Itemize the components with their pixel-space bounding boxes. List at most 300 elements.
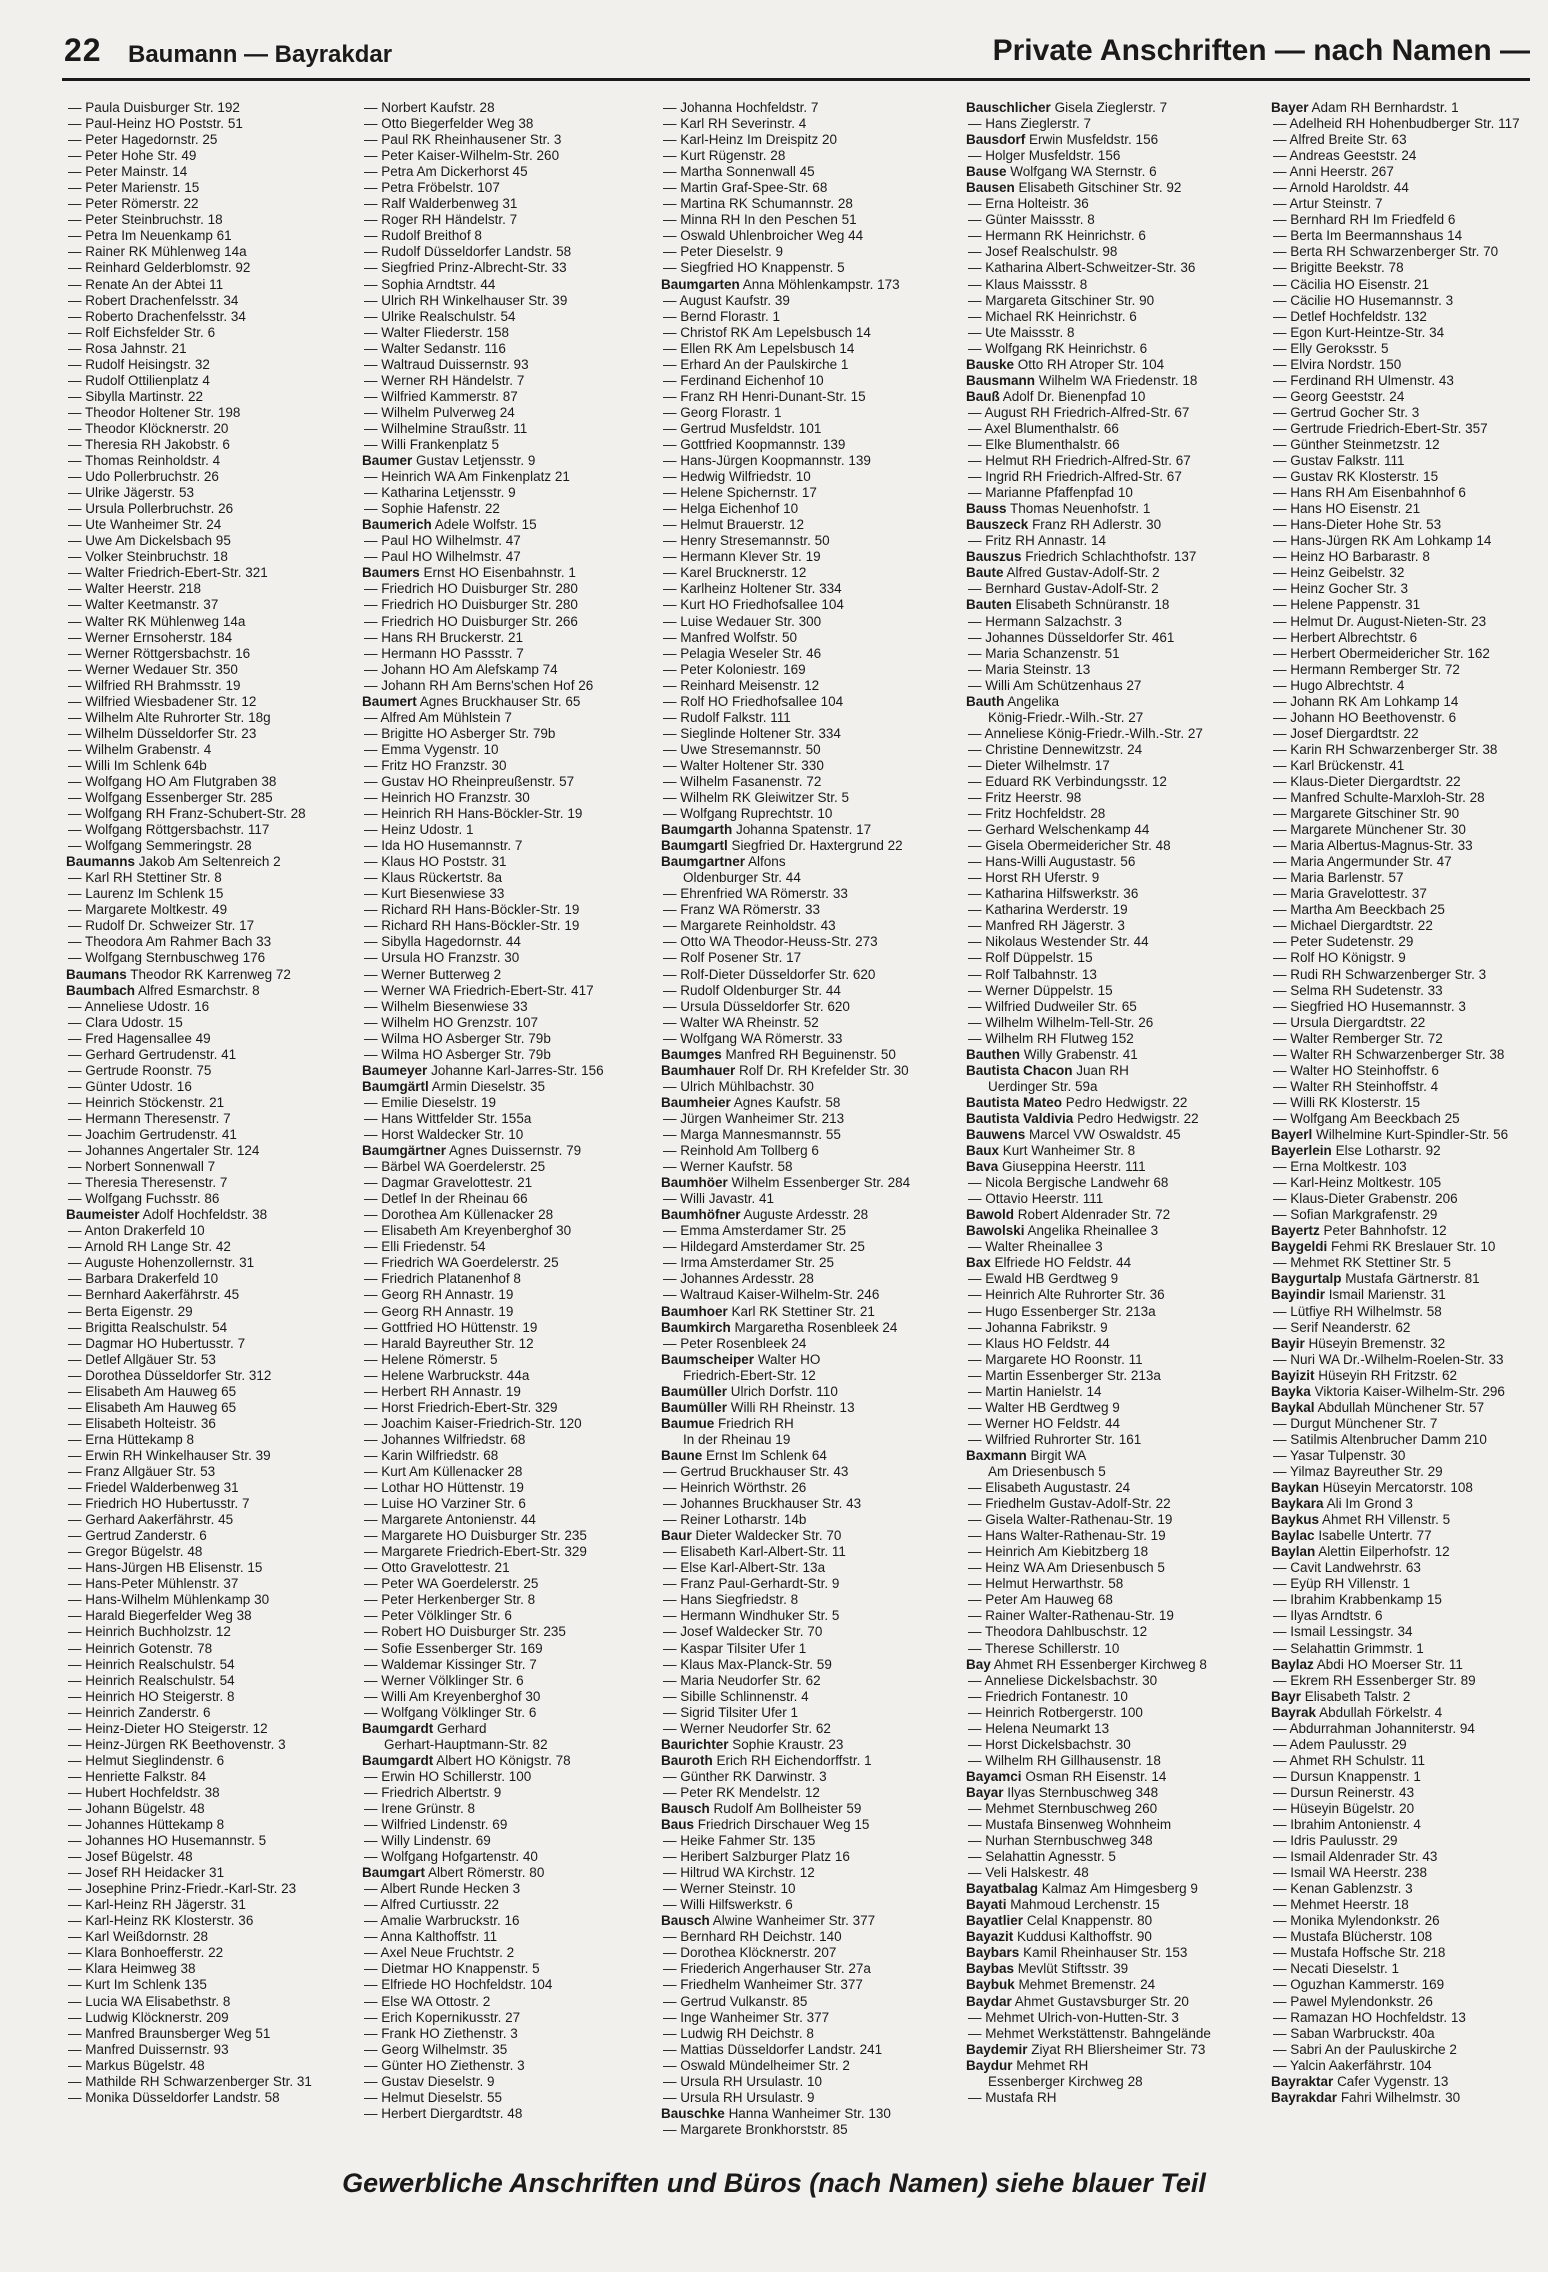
surname: Baumgardt — [362, 1720, 434, 1736]
sub-entry: — Friedrich Albertstr. 9 — [364, 1784, 502, 1800]
entry-details: Alfons — [748, 854, 786, 870]
sub-entry: — Elli Friedenstr. 54 — [364, 1239, 486, 1255]
entry-continuation: Am Driesenbusch 5 — [988, 1463, 1106, 1479]
sub-entry: — Emma Amsterdamer Str. 25 — [663, 1223, 847, 1239]
sub-entry-text: Margarete Gitschiner Str. 90 — [1290, 806, 1460, 822]
sub-entry-text: Wolfgang HO Am Flutgraben 38 — [85, 773, 277, 789]
entry-details: Wilhelm WA Friedenstr. 18 — [1038, 372, 1198, 388]
sub-entry: — Peter Mainstr. 14 — [68, 164, 188, 180]
sub-entry-text: Willi Am Kreyenberghof 30 — [381, 1688, 541, 1704]
sub-entry-text: Sabri An der Pauluskirche 2 — [1290, 2041, 1457, 2057]
surname-entry — [1269, 1223, 1548, 1239]
sub-entry: — Wilhelm RK Gleiwitzer Str. 5 — [663, 790, 850, 806]
sub-entry-text: Johann RH Am Berns'schen Hof 26 — [381, 677, 594, 693]
sub-entry-text: Johann HO Am Alefskamp 74 — [381, 661, 558, 677]
surname-entry — [964, 100, 1254, 116]
sub-entry-text: Heribert Salzburger Platz 16 — [680, 1849, 850, 1865]
sub-entry: — Reiner Lotharstr. 14b — [663, 1512, 807, 1528]
sub-entry-text: Friedrich HO Duisburger Str. 266 — [381, 613, 578, 629]
sub-entry: — Peter Hohe Str. 49 — [68, 148, 197, 164]
sub-entry: — Heinz WA Am Driesenbusch 5 — [968, 1560, 1165, 1576]
entry-details: Mehmet RH — [1016, 2057, 1089, 2073]
sub-entry: — Walter RH Steinhoffstr. 4 — [1273, 1078, 1439, 1094]
sub-entry-text: Klaus HO Poststr. 31 — [381, 854, 507, 870]
directory-columns — [64, 100, 1530, 2146]
sub-entry-text: Rolf Talbahnstr. 13 — [985, 966, 1097, 982]
surname-entry — [360, 1079, 650, 1095]
sub-entry-text: Dursun Knappenstr. 1 — [1290, 1768, 1421, 1784]
sub-entry-text: Hans-Wilhelm Mühlenkamp 30 — [85, 1592, 270, 1608]
sub-entry: — Walter HB Gerdtweg 9 — [968, 1399, 1120, 1415]
entry-details: Cafer Vygenstr. 13 — [1337, 2073, 1449, 2089]
sub-entry: — Oguzhan Kammerstr. 169 — [1273, 1977, 1445, 1993]
surname-entry — [659, 1528, 949, 1544]
sub-entry: — Gertrude Friedrich-Ebert-Str. 357 — [1273, 420, 1488, 436]
sub-entry: — Theresia Theresenstr. 7 — [68, 1175, 228, 1191]
sub-entry-text: Willi RK Klosterstr. 15 — [1290, 1094, 1421, 1110]
sub-entry-text: Johann Bügelstr. 48 — [85, 1800, 205, 1816]
sub-entry-text: Klaus Maissstr. 8 — [985, 276, 1088, 292]
sub-entry: — Otto Gravelottestr. 21 — [364, 1560, 510, 1576]
sub-entry-text: Heinrich Rotbergerstr. 100 — [985, 1704, 1143, 1720]
surname: Bauschke — [661, 2105, 725, 2121]
sub-entry: — Ibrahim Antonienstr. 4 — [1273, 1817, 1421, 1833]
surname-entry — [659, 1320, 949, 1336]
entry-continuation: Gerhart-Hauptmann-Str. 82 — [384, 1736, 548, 1752]
sub-entry-text: Kaspar Tilsiter Ufer 1 — [680, 1640, 807, 1656]
sub-entry-text: Maria Schanzenstr. 51 — [985, 645, 1120, 661]
surname-entry — [360, 1143, 650, 1159]
sub-entry: — Fred Hagensallee 49 — [68, 1030, 211, 1046]
sub-entry: — Helene Warbruckstr. 44a — [364, 1367, 530, 1383]
sub-entry: — Roger RH Händelstr. 7 — [364, 212, 518, 228]
sub-entry-text: Ellen RK Am Lepelsbusch 14 — [680, 340, 855, 356]
surname: Bauten — [966, 597, 1012, 613]
sub-entry-text: Hedwig Wilfriedstr. 10 — [680, 469, 811, 485]
surname-entry — [1269, 1287, 1548, 1303]
sub-entry: — Dorothea Klöcknerstr. 207 — [663, 1945, 837, 1961]
sub-entry: — Werner Völklinger Str. 6 — [364, 1672, 524, 1688]
sub-entry: — Josef Bügelstr. 48 — [68, 1849, 193, 1865]
sub-entry: — Wilhelm RH Flutweg 152 — [968, 1030, 1134, 1046]
sub-entry: — Rolf Düppelstr. 15 — [968, 950, 1093, 966]
sub-entry-text: Kurt Im Schlenk 135 — [85, 1977, 207, 1993]
sub-entry: — Heinrich Am Kiebitzberg 18 — [968, 1544, 1149, 1560]
sub-entry: — Wolfgang Semmeringstr. 28 — [68, 838, 252, 854]
entry-details: Ernst HO Eisenbahnstr. 1 — [423, 565, 576, 581]
entry-details: Elfriede HO Feldstr. 44 — [994, 1255, 1132, 1271]
sub-entry: — Petra Fröbelstr. 107 — [364, 180, 500, 196]
entry-details: Auguste Ardesstr. 28 — [743, 1207, 869, 1223]
sub-entry: — Wilma HO Asberger Str. 79b — [364, 1046, 551, 1062]
entry-continuation: In der Rheinau 19 — [683, 1431, 791, 1447]
sub-entry-text: Manfred Braunsberger Weg 51 — [85, 2025, 271, 2041]
sub-entry-text: Eyüp RH Villenstr. 1 — [1290, 1576, 1411, 1592]
sub-entry: — Heinz Geibelstr. 32 — [1273, 565, 1405, 581]
surname-entry — [659, 854, 949, 870]
sub-entry-text: Katharina Werderstr. 19 — [985, 902, 1128, 918]
sub-entry: — Peter Koloniestr. 169 — [663, 661, 806, 677]
surname-entry — [659, 822, 949, 838]
sub-entry-text: Wolfgang Semmeringstr. 28 — [85, 838, 252, 854]
sub-entry: — Johannes HO Husemannstr. 5 — [68, 1833, 267, 1849]
sub-entry: — Ulrich Mühlbachstr. 30 — [663, 1078, 814, 1094]
sub-entry: — Ewald HB Gerdtweg 9 — [968, 1271, 1119, 1287]
sub-entry-text: Frank HO Ziethenstr. 3 — [381, 2025, 518, 2041]
surname: Bawold — [966, 1207, 1015, 1223]
sub-entry-text: Wilma HO Asberger Str. 79b — [381, 1030, 551, 1046]
sub-entry-text: Theresia RH Jakobstr. 6 — [85, 436, 230, 452]
surname: Baykara — [1271, 1496, 1324, 1512]
sub-entry-text: Friedhelm Wanheimer Str. 377 — [680, 1977, 863, 1993]
sub-entry: — Else WA Ottostr. 2 — [364, 1993, 491, 2009]
sub-entry-text: Selahattin Grimmstr. 1 — [1290, 1640, 1424, 1656]
sub-entry: — Maria Steinstr. 13 — [968, 661, 1091, 677]
sub-entry-text: Ferdinand Eichenhof 10 — [680, 372, 824, 388]
sub-entry-text: Kenan Gablenzstr. 3 — [1290, 1881, 1413, 1897]
sub-entry-text: Harald Bayreuther Str. 12 — [381, 1335, 534, 1351]
surname: Baybars — [966, 1945, 1020, 1961]
sub-entry: — Selahattin Grimmstr. 1 — [1273, 1640, 1424, 1656]
sub-entry-text: Rudolf Falkstr. 111 — [680, 709, 791, 725]
sub-entry-text: Mehmet Ulrich-von-Hutten-Str. 3 — [985, 2009, 1179, 2025]
sub-entry-text: Werner Ernsoherstr. 184 — [85, 629, 233, 645]
surname-entry — [964, 1945, 1254, 1961]
sub-entry: — Margarete Friedrich-Ebert-Str. 329 — [364, 1544, 587, 1560]
sub-entry: — Rolf Eichsfelder Str. 6 — [68, 324, 216, 340]
sub-entry-text: Sibille Schlinnenstr. 4 — [680, 1688, 809, 1704]
sub-entry-text: Walter HO Steinhoffstr. 6 — [1290, 1062, 1439, 1078]
sub-entry: — Margarete HO Roonstr. 11 — [968, 1351, 1143, 1367]
surname: Bausmann — [966, 372, 1036, 388]
sub-entry: — Willi Im Schlenk 64b — [68, 757, 207, 773]
sub-entry-text: Peter WA Goerdelerstr. 25 — [381, 1576, 539, 1592]
entry-details: Ahmet RH Essenberger Kirchweg 8 — [993, 1656, 1207, 1672]
sub-entry: — Johannes Ardesstr. 28 — [663, 1271, 814, 1287]
sub-entry: — Alfred Breite Str. 63 — [1273, 132, 1407, 148]
sub-entry-text: Gertrude Friedrich-Ebert-Str. 357 — [1290, 420, 1488, 436]
sub-entry: — Werner Düppelstr. 15 — [968, 982, 1113, 998]
sub-entry-text: Karlheinz Holtener Str. 334 — [680, 581, 842, 597]
sub-entry-text: Helmut Sieglindenstr. 6 — [85, 1752, 225, 1768]
sub-entry-text: Martina RK Schumannstr. 28 — [680, 196, 853, 212]
surname-entry — [1269, 1528, 1548, 1544]
sub-entry: — Gertrud Bruckhauser Str. 43 — [663, 1463, 849, 1479]
surname: Bava — [966, 1159, 999, 1175]
sub-entry-text: Georg RH Annastr. 19 — [381, 1303, 514, 1319]
sub-entry: — Werner Kaufstr. 58 — [663, 1159, 793, 1175]
surname: Baurichter — [661, 1736, 729, 1752]
sub-entry-text: Walter Fliederstr. 158 — [381, 324, 510, 340]
sub-entry: — Uwe Am Dickelsbach 95 — [68, 533, 231, 549]
sub-entry-text: Walter RH Steinhoffstr. 4 — [1290, 1078, 1439, 1094]
sub-entry: — Johann HO Beethovenstr. 6 — [1273, 709, 1457, 725]
sub-entry: — Hubert Hochfeldstr. 38 — [68, 1784, 220, 1800]
sub-entry: — Erna Hüttekamp 8 — [68, 1431, 195, 1447]
sub-entry: — Selma RH Sudetenstr. 33 — [1273, 982, 1443, 998]
surname: Baumer — [362, 453, 413, 469]
sub-entry: — Auguste Hohenzollernstr. 31 — [68, 1255, 255, 1271]
sub-entry: — Brigitte HO Asberger Str. 79b — [364, 725, 556, 741]
sub-entry-text: Heinrich Gotenstr. 78 — [85, 1640, 213, 1656]
sub-entry-text: Herbert RH Annastr. 19 — [381, 1383, 521, 1399]
sub-entry-text: Günther RK Darwinstr. 3 — [680, 1768, 827, 1784]
sub-entry: — Friedhelm Gustav-Adolf-Str. 22 — [968, 1496, 1171, 1512]
sub-entry-text: Emma Amsterdamer Str. 25 — [680, 1223, 847, 1239]
sub-entry: — Walter Friedrich-Ebert-Str. 321 — [68, 565, 268, 581]
surname: Baumue — [661, 1415, 715, 1431]
sub-entry: — Elly Geroksstr. 5 — [1273, 340, 1389, 356]
sub-entry-text: Wolfgang Am Beeckbach 25 — [1290, 1110, 1460, 1126]
sub-entry-text: Bernhard Aakerfährstr. 45 — [85, 1287, 240, 1303]
sub-entry-text: Helene Römerstr. 5 — [381, 1351, 498, 1367]
sub-entry: — Ursula Diergardtstr. 22 — [1273, 1014, 1426, 1030]
surname-entry — [360, 453, 650, 469]
sub-entry-text: Wolfgang WA Römerstr. 33 — [680, 1030, 843, 1046]
sub-entry-text: Gertrud Gocher Str. 3 — [1290, 404, 1420, 420]
sub-entry-text: Manfred Duissernstr. 93 — [85, 2041, 229, 2057]
surname: Baumbach — [66, 982, 136, 998]
surname-entry — [964, 1143, 1254, 1159]
sub-entry: — Mustafa Binsenweg Wohnheim — [968, 1817, 1172, 1833]
sub-entry-text: Otto WA Theodor-Heuss-Str. 273 — [680, 934, 878, 950]
surname: Bayatlier — [966, 1913, 1024, 1929]
sub-entry-text: Heinrich Alte Ruhrorter Str. 36 — [985, 1287, 1165, 1303]
sub-entry-text: Elly Geroksstr. 5 — [1290, 340, 1389, 356]
sub-entry: — Willi RK Klosterstr. 15 — [1273, 1094, 1421, 1110]
sub-entry: — Axel Neue Fruchtstr. 2 — [364, 1945, 515, 1961]
sub-entry-text: Dorothea Klöcknerstr. 207 — [680, 1945, 837, 1961]
sub-entry-text: Walter HB Gerdtweg 9 — [985, 1399, 1120, 1415]
sub-entry-text: Margarete Bronkhorststr. 85 — [680, 2121, 848, 2137]
sub-entry-text: Hans Wittfelder Str. 155a — [381, 1110, 532, 1126]
sub-entry: — Werner Steinstr. 10 — [663, 1881, 796, 1897]
sub-entry: — Elisabeth Am Kreyenberghof 30 — [364, 1223, 572, 1239]
sub-entry-text: Wolfgang Völklinger Str. 6 — [381, 1704, 537, 1720]
sub-entry-text: Uwe Am Dickelsbach 95 — [85, 533, 231, 549]
sub-entry-text: Dietmar HO Knappenstr. 5 — [381, 1961, 540, 1977]
sub-entry: — Reinhard Meisenstr. 12 — [663, 677, 820, 693]
sub-entry: — Wolfgang Sternbuschweg 176 — [68, 950, 266, 966]
surname-entry — [964, 1111, 1254, 1127]
sub-entry-text: Ahmet RH Schulstr. 11 — [1289, 1752, 1426, 1768]
sub-entry: — Oswald Uhlenbroicher Weg 44 — [663, 228, 864, 244]
surname-entry — [964, 1207, 1254, 1223]
sub-entry-text: Mattias Düsseldorfer Landstr. 241 — [680, 2041, 883, 2057]
sub-entry: — Helmut Sieglindenstr. 6 — [68, 1752, 225, 1768]
surname-entry — [1269, 100, 1548, 116]
sub-entry: — Martin Hanielstr. 14 — [968, 1383, 1102, 1399]
sub-entry-text: Klara Heimweg 38 — [85, 1961, 196, 1977]
sub-entry: — Bernhard Gustav-Adolf-Str. 2 — [968, 581, 1159, 597]
sub-entry-text: Heinz-Dieter HO Steigerstr. 12 — [85, 1720, 268, 1736]
sub-entry: — Martin Essenberger Str. 213a — [968, 1367, 1161, 1383]
sub-entry: — Rudolf Dr. Schweizer Str. 17 — [68, 918, 255, 934]
sub-entry-text: Ismail Aldenrader Str. 43 — [1290, 1849, 1438, 1865]
entry-details: Rolf Dr. RH Krefelder Str. 30 — [739, 1062, 909, 1078]
sub-entry: — Willy Lindenstr. 69 — [364, 1833, 491, 1849]
sub-entry: — Gregor Bügelstr. 48 — [68, 1544, 203, 1560]
sub-entry: — Volker Steinbruchstr. 18 — [68, 549, 228, 565]
sub-entry: — Hans Walter-Rathenau-Str. 19 — [968, 1528, 1166, 1544]
sub-entry-text: Manfred Schulte-Marxloh-Str. 28 — [1290, 790, 1485, 806]
sub-entry: — Else Karl-Albert-Str. 13a — [663, 1560, 826, 1576]
sub-entry-text: Marga Mannesmannstr. 55 — [680, 1127, 841, 1142]
surname: Baumeister — [66, 1207, 140, 1223]
sub-entry-text: Axel Neue Fruchtstr. 2 — [380, 1945, 515, 1961]
sub-entry: — Karl RH Stettiner Str. 8 — [68, 870, 222, 886]
sub-entry: — Friedrich HO Duisburger Str. 280 — [364, 581, 578, 597]
surname: Baumhoer — [661, 1303, 728, 1319]
sub-entry: — Johannes Hüttekamp 8 — [68, 1817, 225, 1833]
sub-entry-text: Werner RH Händelstr. 7 — [381, 372, 525, 388]
sub-entry: — Margarete Reinholdstr. 43 — [663, 918, 836, 934]
sub-entry-text: Hans-Jürgen RK Am Lohkamp 14 — [1290, 533, 1492, 549]
sub-entry-text: Emilie Dieselstr. 19 — [381, 1094, 497, 1110]
sub-entry: — Hans HO Eisenstr. 21 — [1273, 501, 1421, 517]
sub-entry: — Peter Römerstr. 22 — [68, 196, 199, 212]
sub-entry: — Walter RK Mühlenweg 14a — [68, 613, 246, 629]
sub-entry: — Egon Kurt-Heintze-Str. 34 — [1273, 324, 1445, 340]
surname-entry — [1269, 1271, 1548, 1287]
sub-entry-text: Helmut RH Friedrich-Alfred-Str. 67 — [985, 453, 1191, 469]
sub-entry-text: Werner Steinstr. 10 — [680, 1881, 796, 1897]
sub-entry-text: Wilhelm Wilhelm-Tell-Str. 26 — [985, 1014, 1154, 1030]
sub-entry: — Johann RH Am Berns'schen Hof 26 — [364, 677, 594, 693]
sub-entry-text: Ludwig Klöcknerstr. 209 — [85, 2009, 229, 2025]
sub-entry-text: Karl Brückenstr. 41 — [1290, 757, 1405, 773]
entry-details: Fehmi RK Breslauer Str. 10 — [1331, 1239, 1496, 1255]
sub-entry-text: Wilhelm RH Gillhausenstr. 18 — [985, 1752, 1161, 1768]
sub-entry: — Josef Waldecker Str. 70 — [663, 1624, 823, 1640]
entry-details: Alfred Gustav-Adolf-Str. 2 — [1006, 565, 1160, 581]
sub-entry: — Bernhard RH Deichstr. 140 — [663, 1929, 842, 1945]
surname-entry — [659, 1207, 949, 1223]
sub-entry: — Hans-Jürgen Koopmannstr. 139 — [663, 453, 871, 469]
entry-details: Isabelle Untertr. 77 — [1318, 1528, 1432, 1544]
sub-entry-text: Reiner Lotharstr. 14b — [680, 1512, 807, 1528]
sub-entry-text: Karin Wilfriedstr. 68 — [381, 1447, 499, 1463]
sub-entry-text: Ulrich Mühlbachstr. 30 — [680, 1078, 814, 1094]
sub-entry-text: Johannes Bruckhauser Str. 43 — [680, 1496, 862, 1512]
surname-entry — [659, 1913, 949, 1929]
sub-entry: — Mustafa RH — [968, 2089, 1057, 2105]
sub-entry-text: Wilhelm Biesenwiese 33 — [381, 998, 528, 1014]
surname-entry — [659, 1817, 949, 1833]
sub-entry: — Yasar Tulpenstr. 30 — [1273, 1447, 1406, 1463]
sub-entry: — Klara Bonhoefferstr. 22 — [68, 1945, 224, 1961]
sub-entry: — Gustav RK Klosterstr. 15 — [1273, 469, 1439, 485]
sub-entry-text: Helmut Dr. August-Nieten-Str. 23 — [1290, 613, 1487, 629]
sub-entry: — Norbert Sonnenwall 7 — [68, 1159, 216, 1175]
sub-entry: — Klaus HO Feldstr. 44 — [968, 1335, 1110, 1351]
sub-entry: — Heinrich Alte Ruhrorter Str. 36 — [968, 1287, 1165, 1303]
sub-entry: — Klaus-Dieter Grabenstr. 206 — [1273, 1191, 1458, 1207]
sub-entry-text: Walter Sedanstr. 116 — [381, 340, 506, 356]
sub-entry-text: Sophia Arndtstr. 44 — [381, 276, 496, 292]
surname: Bayr — [1271, 1688, 1302, 1704]
sub-entry: — Walter Rheinallee 3 — [968, 1239, 1103, 1255]
sub-entry: — Wilma HO Asberger Str. 79b — [364, 1030, 551, 1046]
sub-entry: — Peter RK Mendelstr. 12 — [663, 1784, 820, 1800]
sub-entry: — Necati Dieselstr. 1 — [1273, 1961, 1400, 1977]
entry-details: Gisela Zieglerstr. 7 — [1054, 100, 1168, 115]
sub-entry: — Michael Diergardtstr. 22 — [1273, 918, 1433, 934]
sub-entry: — Henry Stresemannstr. 50 — [663, 533, 830, 549]
sub-entry-text: Hans-Jürgen Koopmannstr. 139 — [680, 453, 871, 469]
sub-entry-text: Helmut Brauerstr. 12 — [680, 517, 805, 533]
sub-entry-text: Sibylla Hagedornstr. 44 — [381, 934, 521, 950]
sub-entry: — Ida HO Husemannstr. 7 — [364, 838, 523, 854]
sub-entry-text: Elfriede HO Hochfeldstr. 104 — [381, 1977, 553, 1993]
sub-entry: — Bernd Florastr. 1 — [663, 308, 781, 324]
sub-entry: — Eduard RK Verbindungsstr. 12 — [968, 773, 1167, 789]
sub-entry: — Gertrud Gocher Str. 3 — [1273, 404, 1420, 420]
sub-entry-text: Ulrich RH Winkelhauser Str. 39 — [381, 292, 568, 308]
sub-entry: — Joachim Kaiser-Friedrich-Str. 120 — [364, 1415, 582, 1431]
sub-entry-text: Josef Diergardtstr. 22 — [1290, 725, 1419, 741]
sub-entry-text: Bernd Florastr. 1 — [680, 308, 781, 324]
sub-entry-text: Willi Am Schützenhaus 27 — [985, 677, 1142, 693]
sub-entry-text: Christof RK Am Lepelsbusch 14 — [680, 324, 871, 340]
sub-entry-text: Werner WA Friedrich-Ebert-Str. 417 — [381, 982, 594, 998]
sub-entry: — Brigitte Beekstr. 78 — [1273, 260, 1404, 276]
surname: Baumüller — [661, 1399, 728, 1415]
sub-entry: — Hermann Klever Str. 19 — [663, 549, 821, 565]
sub-entry-text: Thomas Reinholdstr. 4 — [85, 453, 221, 469]
sub-entry-text: Harald Biegerfelder Weg 38 — [85, 1608, 252, 1624]
sub-entry: — Norbert Kaufstr. 28 — [364, 100, 495, 115]
sub-entry: — Johann HO Am Alefskamp 74 — [364, 661, 558, 677]
surname-entry — [964, 2042, 1254, 2058]
sub-entry-text: Heinrich RH Hans-Böckler-Str. 19 — [381, 806, 583, 822]
sub-entry: — Karl Brückenstr. 41 — [1273, 757, 1405, 773]
sub-entry-text: Rudi RH Schwarzenberger Str. 3 — [1290, 966, 1487, 982]
sub-entry: — Georg Wilhelmstr. 35 — [364, 2041, 508, 2057]
entry-details: Willy Grabenstr. 41 — [1023, 1046, 1138, 1062]
sub-entry-text: Wolfgang Hofgartenstr. 40 — [381, 1849, 538, 1865]
sub-entry: — Cavit Landwehrstr. 63 — [1273, 1560, 1421, 1576]
sub-entry: — Wolfgang Am Beeckbach 25 — [1273, 1110, 1460, 1126]
sub-entry-text: Walter Keetmanstr. 37 — [85, 597, 219, 613]
sub-entry-text: Wolfgang Sternbuschweg 176 — [85, 950, 266, 966]
sub-entry: — Dagmar Gravelottestr. 21 — [364, 1175, 533, 1191]
sub-entry-text: Helmut Herwarthstr. 58 — [985, 1576, 1124, 1592]
sub-entry: — Werner RH Händelstr. 7 — [364, 372, 525, 388]
sub-entry: — Ulrich RH Winkelhauser Str. 39 — [364, 292, 568, 308]
sub-entry-text: Friedrich HO Hubertusstr. 7 — [85, 1496, 250, 1512]
sub-entry: — Hans-Wilhelm Mühlenkamp 30 — [68, 1592, 270, 1608]
sub-entry-text: Heinrich WA Am Finkenplatz 21 — [381, 469, 570, 485]
sub-entry-text: Satilmis Altenbrucher Damm 210 — [1290, 1431, 1487, 1447]
sub-entry: — Elisabeth Holteistr. 36 — [68, 1415, 216, 1431]
sub-entry-text: Margarete Münchener Str. 30 — [1290, 822, 1466, 838]
sub-entry-text: Ulrike Realschulstr. 54 — [381, 308, 516, 324]
sub-entry: — Friederich Angerhauser Str. 27a — [663, 1961, 871, 1977]
surname: Bautista Valdivia — [966, 1110, 1074, 1126]
sub-entry: — Paul RK Rheinhausener Str. 3 — [364, 132, 562, 148]
sub-entry-text: Rudolf Heisingstr. 32 — [85, 356, 210, 372]
sub-entry: — Holger Musfeldstr. 156 — [968, 148, 1121, 164]
sub-entry-text: Berta RH Schwarzenberger Str. 70 — [1290, 244, 1499, 260]
sub-entry: — Veli Halskestr. 48 — [968, 1865, 1089, 1881]
sub-entry-text: Heinrich HO Franzstr. 30 — [381, 790, 530, 806]
sub-entry-text: Gertrud Bruckhauser Str. 43 — [680, 1463, 849, 1479]
sub-entry: — Gertrude Roonstr. 75 — [68, 1062, 212, 1078]
sub-entry: — Berta Eigenstr. 29 — [68, 1303, 193, 1319]
sub-entry-text: Gisela Obermeidericher Str. 48 — [985, 838, 1171, 854]
sub-entry-text: Franz Allgäuer Str. 53 — [85, 1463, 216, 1479]
